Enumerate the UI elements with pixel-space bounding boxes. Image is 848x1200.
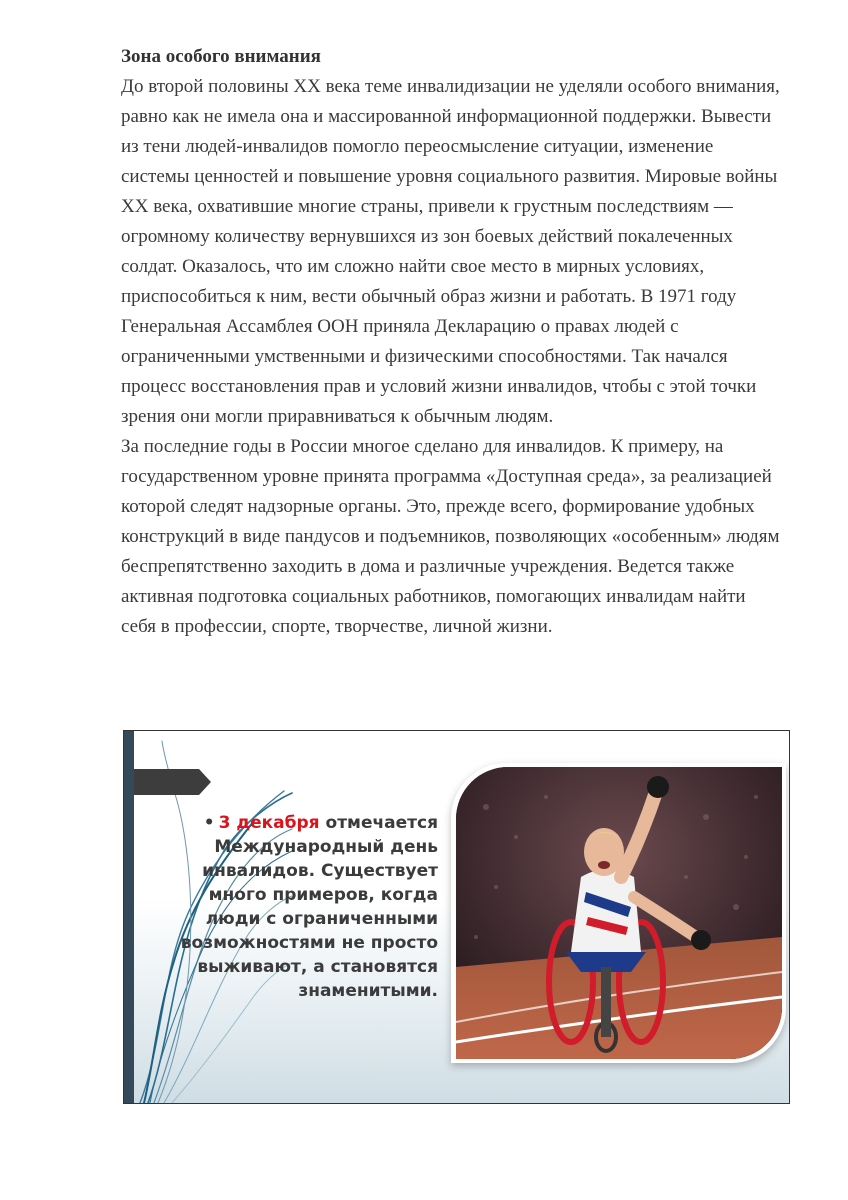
document-body bbox=[121, 42, 781, 642]
slide-bullet-text bbox=[168, 811, 438, 1003]
athlete-photo bbox=[456, 767, 782, 1059]
slide-text-body: отмечается Международный день инвалидов. Существует много примеров, когда люди с ограниченными возможностями не просто выживают, а становятся знаменитыми. bbox=[180, 813, 438, 1001]
presentation-slide bbox=[123, 730, 790, 1104]
wheelchair-athlete-image bbox=[456, 767, 782, 1059]
slide-banner-arrow bbox=[134, 769, 211, 795]
slide-side-bar bbox=[124, 731, 134, 1103]
bullet-marker: • bbox=[203, 813, 215, 833]
paragraph-2: За последние годы в России многое сделано для инвалидов. К примеру, на государственном уровне принята программа «Доступная среда», за реализацией которой следят надзорные органы. Это, прежде всего, формирование удобных конструкций в виде пандусов и подъемников, позволяющих «особенным» людям беспрепятственно заходить в дома и различные учреждения. Ведется также активная подготовка социальных работников, помогающих инвалидам найти себя в профессии, спорте, творчестве, личной жизни. bbox=[121, 436, 780, 637]
date-highlight: 3 декабря bbox=[218, 813, 320, 833]
document-heading: Зона особого внимания bbox=[121, 46, 321, 67]
paragraph-1: До второй половины XX века теме инвалидизации не уделяли особого внимания, равно как не имела она и массированной информационной поддержки. Вывести из тени людей-инвалидов помогло переосмысление ситуации, изменение системы ценностей и повышение уровня социального развития. Мировые войны XX века, охватившие многие страны, привели к грустным последствиям — огромному количеству вернувшихся из зон боевых действий покалеченных солдат. Оказалось, что им сложно найти свое место в мирных условиях, приспособиться к ним, вести обычный образ жизни и работать. В 1971 году Генеральная Ассамблея ООН приняла Декларацию о правах людей с ограниченными умственными и физическими способностями. Так начался процесс восстановления прав и условий жизни инвалидов, чтобы с этой точки зрения они могли приравниваться к обычным людям. bbox=[121, 76, 780, 427]
